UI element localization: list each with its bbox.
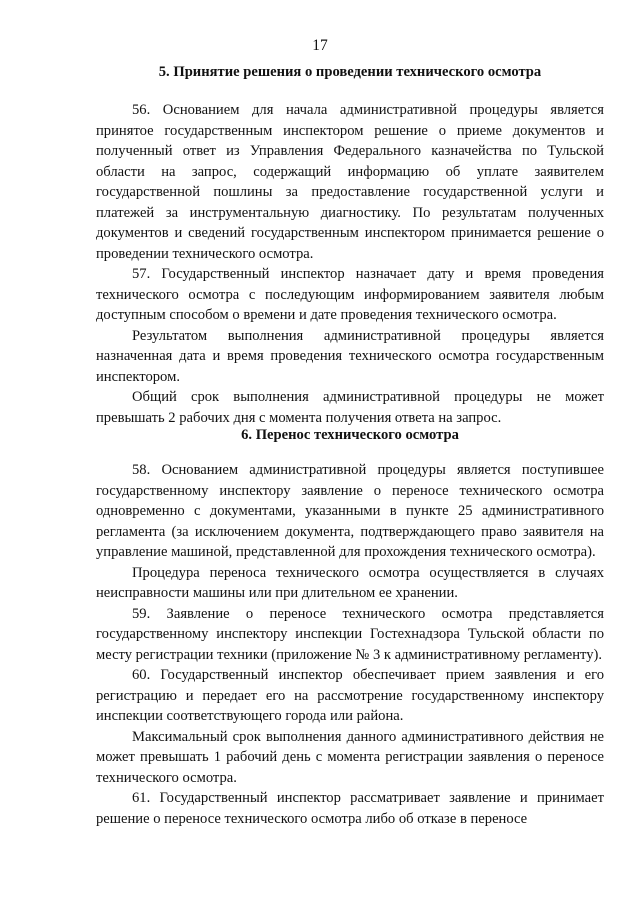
- section-heading-5: 5. Принятие решения о проведении технического осмотра: [158, 64, 542, 80]
- page-number: 17: [312, 37, 328, 54]
- paragraph-61: 61. Государственный инспектор рассматривает заявление и принимает решение о переносе технического осмотра либо об отказе в переносе: [96, 790, 604, 827]
- paragraph-59: 59. Заявление о переносе технического осмотра представляется государственному инспектору инспекции Гостехнадзора Тульской области по месту регистрации техники (приложение № 3 к административному регламенту).: [96, 605, 604, 663]
- paragraph-57: 57. Государственный инспектор назначает дату и время проведения технического осмотра с последующим информированием заявителя любым доступным способом о времени и дате проведения технического осмотра.: [96, 266, 604, 323]
- paragraph-max-term: Максимальный срок выполнения данного административного действия не может превышать 1 рабочий день с момента регистрации заявления о переносе технического осмотра.: [96, 728, 604, 786]
- paragraph-56: 56. Основанием для начала административной процедуры является принятое государственным инспектором решение о приеме документов и полученный ответ из Управления Федерального казначейства по Тульской области на запрос, содержащий информацию об уплате заявителем государственной пошлины за предоставление государственной услуги и платежей за инструментальную диагностику. По результатам полученных документов и сведений государственным инспектором принимается решение о проведении технического осмотра.: [96, 102, 604, 262]
- paragraph-60: 60. Государственный инспектор обеспечивает прием заявления и его регистрацию и передает его на рассмотрение государственному инспектору инспекции соответствующего города или района.: [96, 667, 604, 724]
- paragraph-58: 58. Основанием административной процедуры является поступившее государственному инспектору заявление о переносе технического осмотра одновременно с документами, указанными в пункте 25 административного регламента (за исключением документа, подтверждающего право заявителя на управление машиной, представленной для прохождения технического осмотра).: [96, 462, 604, 560]
- paragraph-procedure: Процедура переноса технического осмотра осуществляется в случаях неисправности машины или при длительном ее хранении.: [96, 564, 604, 601]
- paragraph-deadline: Общий срок выполнения административной процедуры не может превышать 2 рабочих дня с момента получения ответа на запрос.: [96, 389, 604, 426]
- section-6-body: [96, 460, 604, 829]
- paragraph-result: Результатом выполнения административной процедуры является назначенная дата и время проведения технического осмотра государственным инспектором.: [96, 327, 604, 385]
- section-heading-6: 6. Перенос технического осмотра: [241, 427, 459, 443]
- section-5-body: [96, 100, 604, 428]
